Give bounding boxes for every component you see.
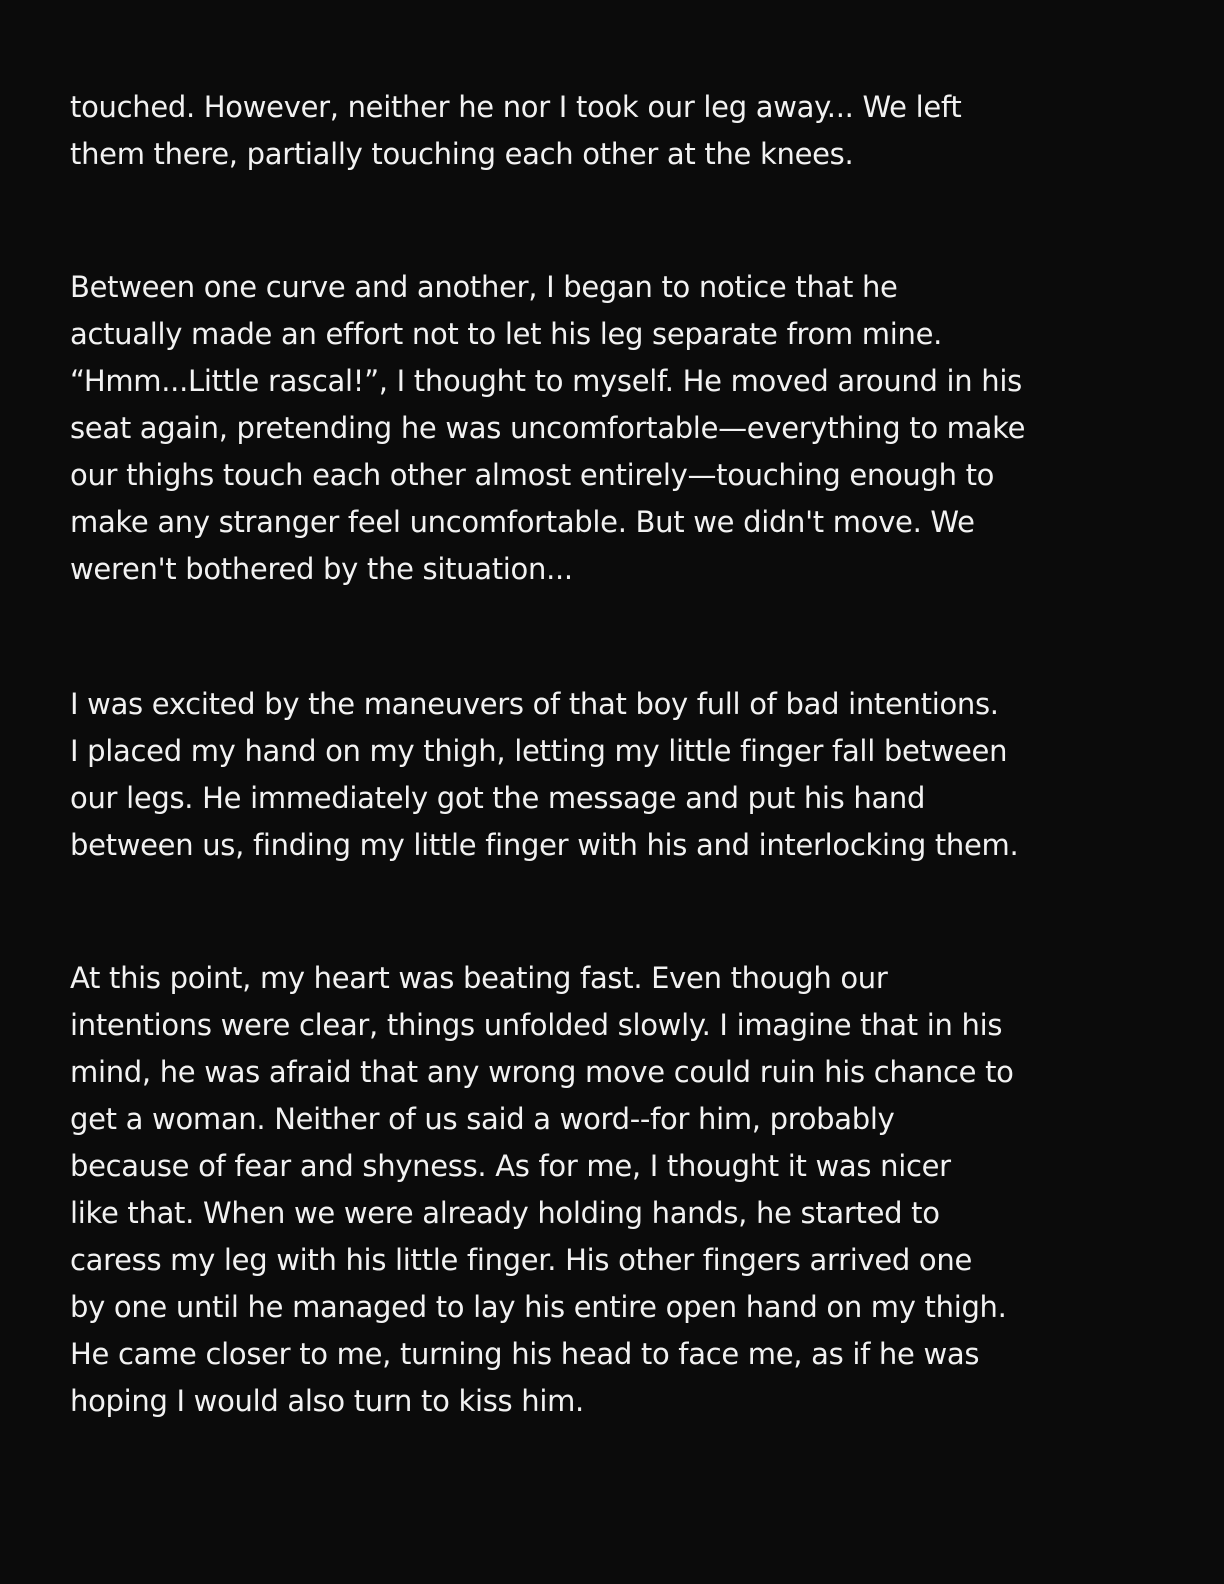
paragraph-1: [70, 84, 1170, 178]
text-line: seat again, pretending he was uncomfortable—everything to make: [70, 411, 1026, 445]
text-line: make any stranger feel uncomfortable. But we didn't move. We: [70, 505, 975, 539]
text-line: because of fear and shyness. As for me, I thought it was nicer: [70, 1149, 951, 1183]
text-line: touched. However, neither he nor I took our leg away... We left: [70, 90, 962, 124]
text-line: like that. When we were already holding hands, he started to: [70, 1196, 940, 1230]
text-line: “Hmm...Little rascal!”, I thought to myself. He moved around in his: [70, 364, 1022, 398]
paragraph-4: [70, 955, 1170, 1425]
text-line: hoping I would also turn to kiss him.: [70, 1384, 584, 1418]
text-line: I was excited by the maneuvers of that boy full of bad intentions.: [70, 687, 999, 721]
text-line: caress my leg with his little finger. His other fingers arrived one: [70, 1243, 972, 1277]
text-line: actually made an effort not to let his leg separate from mine.: [70, 317, 943, 351]
text-line: our thighs touch each other almost entirely—touching enough to: [70, 458, 995, 492]
text-line: intentions were clear, things unfolded slowly. I imagine that in his: [70, 1008, 1003, 1042]
text-line: by one until he managed to lay his entire open hand on my thigh.: [70, 1290, 1007, 1324]
paragraph-2: [70, 264, 1170, 593]
text-line: our legs. He immediately got the message and put his hand: [70, 781, 926, 815]
text-line: get a woman. Neither of us said a word--for him, probably: [70, 1102, 895, 1136]
text-line: I placed my hand on my thigh, letting my little finger fall between: [70, 734, 1008, 768]
text-line: weren't bothered by the situation...: [70, 552, 573, 586]
text-line: mind, he was afraid that any wrong move could ruin his chance to: [70, 1055, 1014, 1089]
text-line: At this point, my heart was beating fast. Even though our: [70, 961, 888, 995]
text-line: between us, finding my little finger with his and interlocking them.: [70, 828, 1019, 862]
paragraph-3: [70, 681, 1170, 869]
text-line: He came closer to me, turning his head to face me, as if he was: [70, 1337, 980, 1371]
text-line: Between one curve and another, I began to notice that he: [70, 270, 898, 304]
document-page: [70, 0, 1170, 1584]
text-line: them there, partially touching each other at the knees.: [70, 137, 854, 171]
